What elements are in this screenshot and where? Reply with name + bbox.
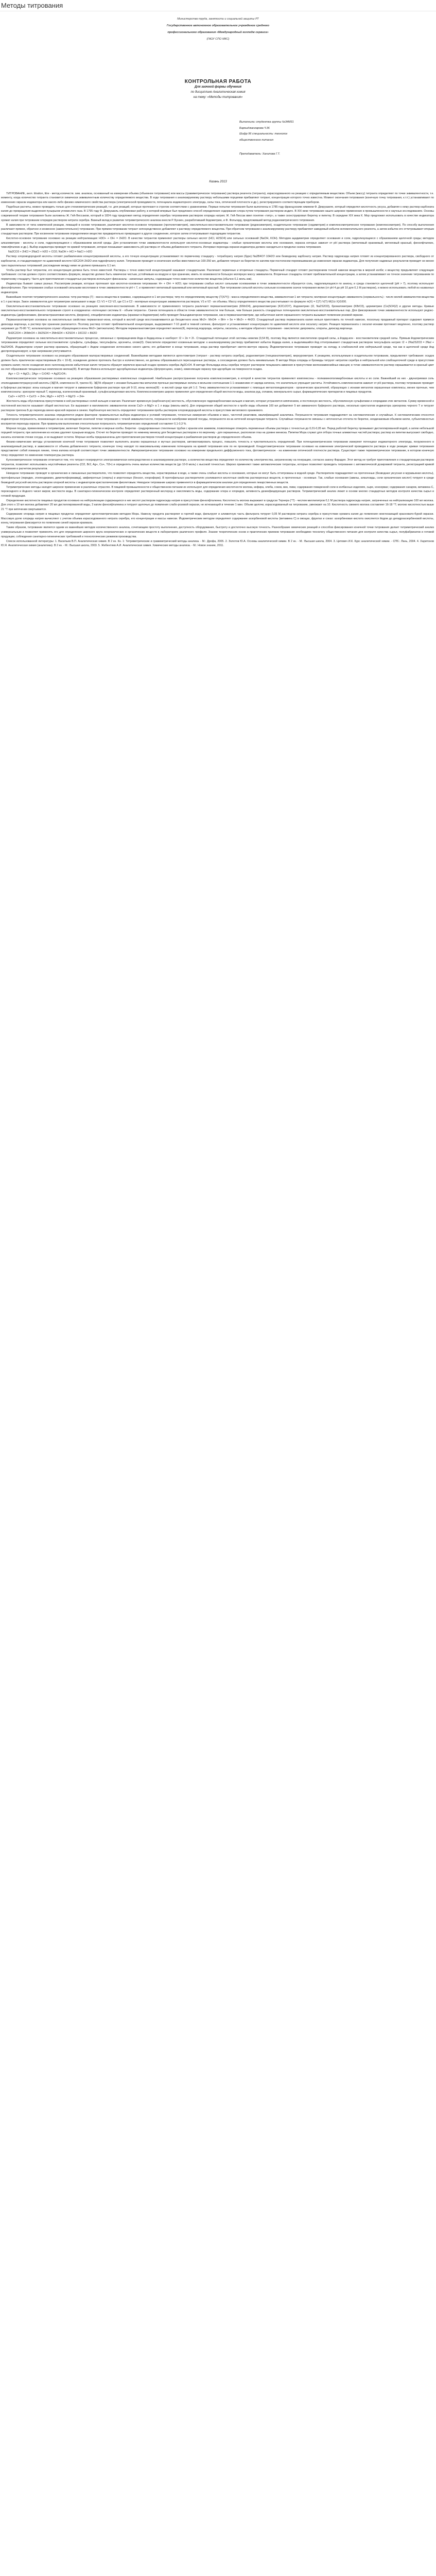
body-paragraph: Жесткость воды обусловлена присутствием в ней растворимых солей кальция и магния. Различают временную (карбонатную) жесткость, обусловленную гидрокарбонатами кальция и магния, которая устраняется кипячением, и постоянную жесткость, обусловленную сульфатами и хлоридами этих металлов. Сумму временной и постоянной жесткости называют общей жесткостью. Ее выражают в миллимолях эквивалентов ионов Ca2+ и Mg2+ в 1 л воды (ммоль-экв/л). Для определения общей жесткости к пробе воды объемом 100 мл добавляют 5 мл аммиачного буферного раствора, несколько кристаллов индикатора эриохрома черного Т и титруют раствором трилона Б до перехода винно-красной окраски в синюю. Карбонатную жесткость определяют титрованием пробы раствором хлороводородной кислоты в присутствии метилового оранжевого. xyxy=(1,400,434,412)
body-paragraph: Мерная посуда, применяемая в титриметрии, включает бюретки, пипетки и мерные колбы. Бюретки - градуированные стеклянные трубки с краном или зажимом, позволяющие отмерять переменные объемы раствора с точностью до 0,01-0,05 мл. Перед работой бюретку промывают дистиллированной водой, а затем небольшой порцией титранта; при заполнении из носика удаляют пузырьки воздуха. Отсчет по бюретке проводят по нижнему мениску для бесцветных растворов и по верхнему - для окрашенных, располагая глаз на уровне мениска. Пипетки Мора служат для отбора точных аликвотных частей раствора; раствор из пипетки выпускают свободно, касаясь кончиком стенки сосуда, и не выдувают остаток. Мерные колбы предназначены для приготовления растворов точной концентрации и разбавления растворов до определенного объема. xyxy=(1,427,434,439)
body-paragraph: Содержание хлорида натрия в пищевых продуктах определяют аргентометрическим методом Мора. Навеску продукта растворяют в горячей воде, фильтруют и аликвотную часть фильтрата титруют 0,05 М раствором нитрата серебра в присутствии хромата калия до появления неисчезающей красновато-бурой окраски. Массовую долю хлорида натрия вычисляют с учетом объема израсходованного нитрата серебра, его концентрации и массы навески. Йодометрическим методом определяют содержание аскорбиновой кислоты (витамина C) в овощах, фруктах и соках: аскорбиновая кислота окисляется йодом до дегидроаскорбиновой кислоты, конец титрования фиксируется по появлению синей окраски крахмала. xyxy=(1,513,434,525)
body-paragraph: Подобные расчеты, можно проводить только для стехиометрических реакций, т.е. для реакций, которые протекают в строгом соответствии с уравнениями. Первые попытки титрования были выполнены в 1785 году французским химиком Ф. Декруазиле, который определял кислотность уксуса, добавляя к нему раствор карбоната калия до прекращения выделения пузырьков углекислого газа. В 1795 году Ф. Декруазиль опубликовал работу, в которой впервые был предложен способ определения содержания хлора путем титрования раствором индиго. В XIX веке титрование нашло широкое применение в промышленности и научных исследованиях. Основы современной теории титрования были заложены Ж. Гей-Люссаком, который в 1824 году предложил метод определения серебра титрованием раствором хлорида натрия; Ж. Гей-Люссак ввел понятие «титр», а также сконструировал бюретку и пипетку. В середине XIX века К. Мор предложил использовать в качестве индикатора хромат калия при титровании хлоридов раствором нитрата серебра. Важный вклад в развитие титриметрического анализа внесли Р. Бунзен, разработавший йодометрию, и Ф. Фольгард, предложивший метод роданометрического титрования. xyxy=(1,205,434,222)
body-paragraph: Кулонометрическое титрование отличается тем, что титрант генерируется электрохимически непосредственно в анализируемом растворе, а количество вещества определяют по количеству электричества, затраченному на генерацию, согласно закону Фарадея. Этот метод не требует приготовления и стандартизации растворов титрантов, позволяет использовать неустойчивые реагенты (Cl2, Br2, Ag+, Cu+, Ti3+) и определять очень малые количества веществ (до 10-9 моль) с высокой точностью. Широко применяют также автоматические титраторы, которые позволяют проводить титрование с автоматической дозировкой титранта, регистрацией кривой титрования и расчетом результатов. xyxy=(1,459,434,471)
body-paragraph: Список использованной литературы: 1. Васильев В.П. Аналитическая химия. В 2 кн. Кн. 1: Титриметрические и гравиметрический методы анализа. - М.: Дрофа, 2005. 2. Золотов Ю.А. Основы аналитической химии. В 2 кн. - М.: Высшая школа, 2004. 3. Цитович И.К. Курс аналитической химии. - СПб.: Лань, 2004. 4. Харитонов Ю.Я. Аналитическая химия (аналитика). В 2 кн. - М.: Высшая школа, 2003. 5. Жебентяев А.И. Аналитическая химия. Химические методы анализа. - М.: Новое знание, 2011. xyxy=(1,539,434,548)
body-paragraph: Перманганатометрия основана на окислительных свойствах перманганат-иона, который в кислой среде восстанавливается до бесцветного иона Mn2+: MnO4- + 8H+ + 5e = Mn2+ + 4H2O. Стандартный раствор перманганата калия нельзя приготовить по точной навеске, поскольку продажный препарат содержит примеси диоксида марганца, а раствор при хранении разлагается. Поэтому раствор готовят приблизительной концентрации, выдерживают 7-10 дней в темной склянке, фильтруют и устанавливают концентрацию по щавелевой кислоте или оксалату натрия. Реакция перманганата с оксалат-ионами протекает медленно, поэтому раствор нагревают до 70-80 °С; катализатором служат образующиеся ионы Mn2+ (автокатализ). Методом перманганатометрии определяют железо(II), пероксид водорода, нитриты, оксалаты, а методом обратного титрования - окислители: дихроматы, хлораты, диоксид марганца. xyxy=(1,318,434,331)
body-paragraph: Окислительно-восстановительное титрование основано на реакциях окисления-восстановления. В зависимости от применяемого титранта различают перманганатометрию (KMnO4), дихроматометрию (K2Cr2O7), йодометрию (I2, Na2S2O3), броматометрию (KBrO3), цериметрию (Ce(SO4)2) и другие методы. Кривые окислительно-восстановительного титрования строят в координатах «потенциал системы E - объем титранта». Скачок потенциала в области точки эквивалентности тем больше, чем больше разность стандартных потенциалов окислительно-восстановительных пар. Для фиксирования точки эквивалентности используют редокс-индикаторы (дифениламин, фенилантраниловая кислота, ферроин), специфические индикаторы (крахмал в йодометрии) либо проводят безындикаторное титрование, как в перманганатометрии, где избыточная капля окрашенного титранта вызывает появление розовой окраски. xyxy=(1,304,434,317)
body-paragraph: Неводное титрование проводят в органических и смешанных растворителях, что позволяет определять вещества, нерастворимые в воде, а также очень слабые кислоты и основания, которые не могут быть оттитрованы в водной среде. Растворители подразделяют на протогенные (безводная уксусная и муравьиная кислоты), протофильные (пиридин, этилендиамин, диметилформамид), амфипротные (спирты) и апротонные (бензол, хлороформ). В протофильных растворителях усиливаются кислотные свойства растворенных веществ, в протогенных - основные. Так, слабые основания (амины, алкалоиды, соли органических кислот) титруют в среде безводной уксусной кислоты раствором хлорной кислоты с индикатором кристаллическим фиолетовым. Неводное титрование широко применяется в фармацевтическом анализе для определения лекарственных веществ. xyxy=(1,472,434,484)
body-paragraph: Ag+ + Cl- = AgCl↓; 2Ag+ + CrO42- = Ag2CrO4↓ xyxy=(8,372,67,376)
document-body xyxy=(0,192,436,548)
work-type: КОНТРОЛЬНАЯ РАБОТА xyxy=(184,79,252,84)
body-paragraph: Важнейшие понятия титриметрического анализа: титр раствора (T) - масса вещества в граммах, содержащаяся в 1 мл раствора; титр по определяемому веществу (T(X/Y)) - масса определяемого вещества, эквивалентная 1 мл титранта; молярная концентрация эквивалента (нормальность) - число молей эквивалентов вещества в 1 л раствора. Закон эквивалентов для титриметрии записывают в виде: C1·V1 = C2·V2, где C1 и C2 - молярные концентрации эквивалентов растворов, V1 и V2 - их объемы. Массу определяемого вещества рассчитывают по формуле m(X) = C(T)·V(T)·M(1/z X)/1000. xyxy=(1,296,434,303)
author-line-4: общественного питания xyxy=(239,138,274,142)
cover-header xyxy=(0,16,436,43)
cover-main xyxy=(0,79,436,100)
body-paragraph: Кислотно-основное титрование основано на реакции нейтрализации: H3O+ + OH- = 2H2O. В качестве титрантов применяют растворы сильных кислот (HCl, H2SO4) или сильных оснований (NaOH, KOH). Методом ацидиметрии определяют основания и соли, гидролизующиеся с образованием щелочной среды; методом алкалиметрии - кислоты и соли, гидролизующиеся с образованием кислой среды. Для установления точки эквивалентности используют кислотно-основные индикаторы - слабые органические кислоты или основания, окраска которых зависит от pH раствора (метиловый оранжевый, метиловый красный, фенолфталеин, тимолфталеин и др.). Выбор индикатора проводят по кривой титрования, которая показывает зависимость pH раствора от объема добавленного титранта. Интервал перехода окраски индикатора должен находиться в пределах скачка титрования. xyxy=(1,236,434,249)
cover-author-block xyxy=(239,120,436,158)
study-form: Для заочной формы обучения xyxy=(194,86,242,89)
institution-line-2: профессионального образования «Международный колледж сервиса» xyxy=(167,31,269,34)
discipline: по дисциплине Аналитическая химия xyxy=(190,91,246,94)
body-paragraph: Точность титриметрического анализа определяется рядом факторов: правильностью выбора индикатора и условий титрования, точностью измерения объемов и масс, чистотой реактивов, квалификацией аналитика. Погрешности титрования подразделяют на систематические и случайные. К систематическим относятся индикаторная погрешность, возникающая из-за несовпадения конечной точки титрования с точкой эквивалентности, погрешности калибровки мерной посуды, погрешности из-за неточной концентрации титранта. Случайные погрешности связаны с неточностью отсчета по бюретке, неодинаковым объемом капли, субъективностью восприятия перехода окраски. При правильном выполнении относительная погрешность титриметрических определений составляет 0,1-0,3 %. xyxy=(1,413,434,426)
body-paragraph: ТИТРОВАНИЕ, англ. titration, titre - метод количеств. хим. анализа, основанный на измерении объема (объемное титрование) или массы (гравиметрическое титрование) раствора реагента (титранта), израсходованного на реакцию с определяемым веществом. Объем (массу) титранта определяют по точке эквивалентности, т.е. моменту, когда количество титранта становится химически эквивалентным количеству определяемого вещества. В ходе титрования к анализируемому раствору небольшими порциями прибавляют титрант, концентрация которого точно известна. Момент окончания титрования (конечную точку титрования, к.т.т.) устанавливают по изменению окраски индикатора или какого-либо физико-химического свойства раствора (электрической проводимости, потенциала индикаторного электрода, силы тока, оптической плотности и др.), регистрируемого соответствующим прибором. xyxy=(1,192,434,204)
body-paragraph: Осадительное титрование основано на реакциях образования малорастворимых соединений. Важнейшими методами являются аргентометрия (титрант - раствор нитрата серебра), роданометрия (тиоцианатометрия), меркурометрия. К реакциям, используемым в осадительном титровании, предъявляют требования: осадок должен быть практически нерастворимым (Ks < 10-8), осаждение должно протекать быстро и количественно, не должны образовываться пересыщенные растворы, а соосаждение должно быть минимальным. В методе Мора хлориды и бромиды титруют нитратом серебра в нейтральной или слабощелочной среде в присутствии хромата калия; после осаждения всех галогенид-ионов избыточная капля титранта образует кирпично-красный осадок хромата серебра Ag2CrO4. В методе Фольгарда ионы серебра титруют раствором тиоцианата аммония в присутствии железоаммонийных квасцов; в точке эквивалентности раствор окрашивается в красный цвет за счет образования тиоцианатных комплексов железа(III). В методе Фаянса используют адсорбционные индикаторы (флуоресцеин, эозин), изменяющие окраску при адсорбции на поверхности осадка. xyxy=(1,354,434,371)
author-line-1: Выполнила: студентка группы №34М31 xyxy=(239,121,294,124)
body-paragraph: Определение кислотности пищевых продуктов основано на нейтрализации содержащихся в них кислот раствором гидроксида натрия в присутствии фенолфталеина. Кислотность молока выражают в градусах Тернера (°Т) - числом миллилитров 0,1 М раствора гидроксида натрия, затраченных на нейтрализацию 100 мл молока. Для этого к 10 мл молока добавляют 20 мл дистиллированной воды, 3 капли фенолфталеина и титруют щелочью до появления слабо-розовой окраски, не исчезающей в течение 1 мин. Объем щелочи, израсходованный на титрование, умножают на 10. Кислотность свежего молока составляет 16-18 °Т; молоко кислотностью выше 21 °Т при кипячении свертывается. xyxy=(1,499,434,512)
body-paragraph: 5H2C2O4 + 2KMnO4 + 3H2SO4 = 2MnSO4 + K2SO4 + 10CO2 + 8H2O xyxy=(8,332,97,335)
checker-line: Преподаватель: Ханипова Г.Т. xyxy=(239,152,281,156)
author-line-3: Шифр 96 специальность: технолог xyxy=(239,132,288,135)
body-paragraph: Na2CO3 + 2HCl = 2NaCl + H2O + CO2; NaOH + HCl = NaCl + H2O xyxy=(8,250,93,254)
body-paragraph: Чтобы раствор был титрантом, его концентрация должна быть точно известной. Растворы с точно известной концентрацией называют стандартными. Различают первичные и вторичные стандарты. Первичный стандарт готовят растворением точной навески вещества в мерной колбе; к веществу предъявляют следующие требования: состав должен строго соответствовать формуле, вещество должно быть химически чистым, устойчивым на воздухе и при хранении, иметь по возможности большую молярную массу эквивалента. Вторичные стандарты готовят приблизительной концентрации, а затем устанавливают ее точное значение титрованием по первичному стандарту. Часто для приготовления стандартных растворов используют фиксаналы - запаянные ампулы, содержащие точно известное количество вещества (обычно 0,1 моль-экв). xyxy=(1,268,434,281)
body-paragraph: Раствор хлороводородной кислоты готовят разбавлением концентрированной кислоты, а его точную концентрацию устанавливают по первичному стандарту - тетраборату натрия (буре) Na2B4O7·10H2O или безводному карбонату натрия. Раствор гидроксида натрия готовят из концентрированного раствора, свободного от карбонатов, и стандартизируют по щавелевой кислоте H2C2O4·2H2O или гидрофталату калия. Титрование проводят в конических колбах вместимостью 100-250 мл, добавляя титрант из бюретки по каплям при постоянном перемешивании до изменения окраски индикатора. Для получения надежных результатов проводят не менее трех параллельных титрований; расхождение между ними не должно превышать 0,1 мл. xyxy=(1,255,434,267)
topic: на тему: «Методы титрования» xyxy=(193,96,243,99)
ministry-line: Министерство труда, занятости и социальной защиты РТ xyxy=(177,18,259,21)
page-title: Методы титрования xyxy=(0,0,436,11)
body-paragraph: Титриметрические методы находят широкое применение в различных отраслях. В пищевой промышленности и общественном питании их используют для определения кислотности молока, кефира, хлеба, соков, вин, пива; содержания поваренной соли в колбасных изделиях, сыре, консервах; содержания сахаров, витамина C, пероксидного и йодного чисел жиров; жесткости воды. В санитарно-гигиеническом контроле определяют растворенный кислород и окисляемость воды, содержание хлора и хлоридов, активность дезинфицирующих растворов. Титриметрический анализ лежит в основе многих стандартных методов контроля качества сырья и готовой продукции. xyxy=(1,485,434,498)
body-paragraph: Комплексометрическое титрование основано на реакциях образования растворимых комплексных соединений. Наибольшее распространение получила комплексонометрия, в которой в качестве титрантов применяют комплексоны - полиаминополикарбоновые кислоты и их соли. Важнейший из них - двунатриевая соль этилендиаминтетрауксусной кислоты (ЭДТА, комплексон III, трилон Б). ЭДТА образует с ионами большинства металлов прочные растворимые хелаты в мольном соотношении 1:1 независимо от заряда катиона, что значительно упрощает расчеты. Устойчивость комплексонатов зависит от pH раствора, поэтому титрование проводят в буферных растворах: ионы кальция и магния титруют в аммиачном буферном растворе при pH 9-10, ионы железа(III) - в кислой среде при pH 1-2. Точку эквивалентности устанавливают с помощью металлоиндикаторов - органических красителей, образующих с ионами металлов окрашенные комплексы, менее прочные, чем комплексонаты: эриохром черный Т, мурексид, ксиленоловый оранжевый, сульфосалициловая кислота. Комплексонометрию широко применяют для определения общей жесткости воды, анализа руд, сплавов, минерального сырья, фармацевтических препаратов и пищевых продуктов. xyxy=(1,377,434,394)
body-paragraph: Таким образом, титрование является одним из важнейших методов количественного анализа, сочетающим простоту выполнения, доступность оборудования, быстроту и достаточно высокую точность. Разнообразие химических реакций и способов фиксирования конечной точки титрования делает титриметрический анализ универсальным и позволяет применять его для определения широкого круга неорганических и органических веществ в лабораториях различного профиля. Знание теоретических основ и практических приемов титрования необходимо технологу общественного питания для контроля качества сырья, полуфабрикатов и готовой продукции, соблюдения санитарно-гигиенических требований и технологических режимов производства. xyxy=(1,526,434,538)
body-paragraph: В зависимости от типа химической реакции, лежащей в основе титрования, различают кислотно-основное титрование (протолитометрия), окислительно-восстановительное титрование (редоксиметрия), осадительное титрование (седиметрия) и комплексометрическое титрование (комплексометрия). По способу выполнения различают прямое, обратное и косвенное (заместительное) титрование. При прямом титровании титрант непосредственно добавляют к раствору определяемого вещества. При обратном титровании к анализируемому раствору прибавляют заведомый избыток вспомогательного реагента, а затем избыток его оттитровывают вторым стандартным раствором. При косвенном титровании определяемое вещество предварительно превращают в другое соединение, которое затем оттитровывают подходящим титрантом. xyxy=(1,223,434,235)
body-paragraph: Ca2+ + H2Y2- = CaY2- + 2H+; Mg2+ + H2Y2- = MgY2- + 2H+ xyxy=(8,395,85,399)
institution-abbreviation: (ГАОУ СПО МКС) xyxy=(206,38,230,41)
city-year: Казань 2013 xyxy=(209,180,227,183)
body-paragraph: Индикаторы бывают самых разных. Рассмотрим реакции, которые протекают при кислотно-основном титровании: H+ + OH- = H2O; при титровании слабых кислот сильными основаниями в точке эквивалентности образуется соль, гидролизующаяся по аниону, и среда становится щелочной (pH > 7), поэтому используют фенолфталеин. При титровании слабых оснований сильными кислотами в точке эквивалентности pH < 7, и применяют метиловый оранжевый или метиловый красный. При титровании сильной кислоты сильным основанием скачок титрования велик (от pH 4 до pH 10 для 0,1 М растворов), и можно использовать любой из названных индикаторов. xyxy=(1,282,434,295)
author-line-2: Бархыджангарова Ч.М. xyxy=(239,126,270,130)
institution-line-1: Государственное автономное образовательное учреждение среднего xyxy=(167,24,269,27)
body-paragraph: Физико-химические методы установления конечной точки титрования позволяют выполнять анализ окрашенных и мутных растворов, автоматизировать процесс, повысить точность и чувствительность определений. При потенциометрическом титровании измеряют потенциал индикаторного электрода, погруженного в анализируемый раствор, в зависимости от объема добавленного титранта; конечную точку находят по максимальному изменению потенциала на кривой титрования или по ее производной. Кондуктометрическое титрование основано на изменении электрической проводимости раствора в ходе реакции: кривая титрования представляет собой ломаную линию, точка излома которой соответствует точке эквивалентности. Амперометрическое титрование основано на измерении предельного диффузионного тока, фотометрическое - на изменении оптической плотности раствора. Существует также термометрическое титрование, в котором конечную точку определяют по изменению температуры раствора. xyxy=(1,440,434,457)
body-paragraph: Йодометрия основана на окислительно-восстановительных процессах, связанных с превращением йода в йодид-ионы и наоборот: I2 + 2e = 2I-. Стандартный потенциал этой системы невелик (0,54 В), поэтому йод является окислителем средней силы, а йодид-ион - восстановителем средней силы. Прямым йодометрическим титрованием определяют сильные восстановители: сульфиты, сульфиды, тиосульфаты, арсениты, олово(II). Окислители определяют косвенным методом: к анализируемому раствору прибавляют избыток йодида калия, а выделившийся йод оттитровывают стандартным раствором тиосульфата натрия: I2 + 2Na2S2O3 = 2NaI + Na2S4O6. Индикатором служит раствор крахмала, образующий с йодом соединение интенсивно синего цвета; его добавляют в конце титрования, когда раствор приобретает светло-желтую окраску. Йодометрическое титрование проводят на холоду, в слабокислой или нейтральной среде, так как в щелочной среде йод диспропорционирует, а при нагревании улетучивается. xyxy=(1,336,434,353)
